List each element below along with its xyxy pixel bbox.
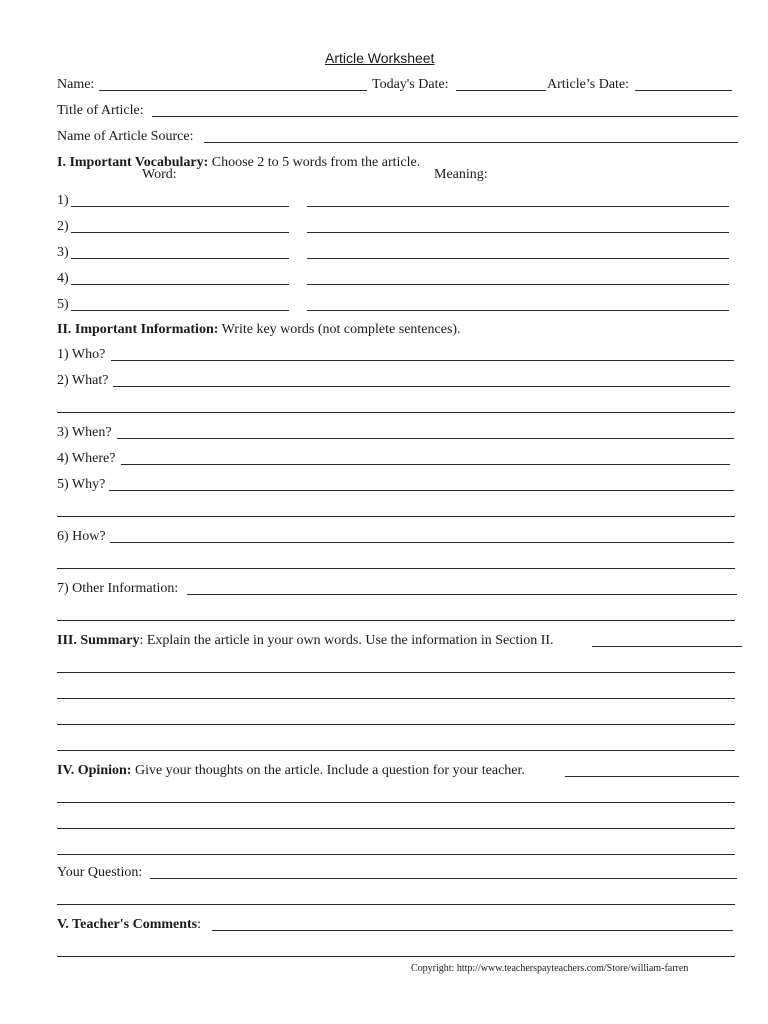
- question-who-label: 1) Who?: [57, 347, 106, 362]
- question-what-label: 2) What?: [57, 373, 109, 388]
- section2-header: [57, 322, 461, 338]
- vocab-word-field[interactable]: [71, 258, 289, 259]
- section3-instruction: : Explain the article in your own words. Use the information in Section II.: [139, 633, 554, 648]
- worksheet-title: Article Worksheet: [325, 50, 435, 66]
- vocab-meaning-field[interactable]: [307, 284, 729, 285]
- summary-field-line[interactable]: [57, 750, 735, 751]
- vocab-meaning-field[interactable]: [307, 258, 729, 259]
- vocab-item-number: 2): [57, 219, 69, 234]
- summary-field-line[interactable]: [57, 698, 735, 699]
- vocab-meaning-field[interactable]: [307, 206, 729, 207]
- vocab-item-number: 1): [57, 193, 69, 208]
- question-where-label: 4) Where?: [57, 451, 116, 466]
- question-when-label: 3) When?: [57, 425, 112, 440]
- vocab-word-field[interactable]: [71, 232, 289, 233]
- why-answer-field-extra[interactable]: [57, 516, 735, 517]
- other-info-field[interactable]: [187, 594, 737, 595]
- question-why-label: 5) Why?: [57, 477, 106, 492]
- summary-field[interactable]: [592, 646, 742, 647]
- meaning-column-label: Meaning:: [434, 167, 488, 182]
- article-source-label: Name of Article Source:: [57, 129, 194, 144]
- vocab-meaning-field[interactable]: [307, 310, 729, 311]
- teacher-comments-field[interactable]: [212, 930, 733, 931]
- todays-date-label: Today's Date:: [372, 77, 449, 92]
- who-answer-field[interactable]: [111, 360, 734, 361]
- section5-header: [57, 917, 201, 933]
- section4-heading: IV. Opinion:: [57, 763, 132, 778]
- opinion-field-line[interactable]: [57, 802, 735, 803]
- your-question-label: Your Question:: [57, 865, 143, 880]
- article-date-field[interactable]: [635, 90, 732, 91]
- todays-date-field[interactable]: [456, 90, 546, 91]
- other-info-field-extra[interactable]: [57, 620, 735, 621]
- what-answer-field-extra[interactable]: [57, 412, 735, 413]
- summary-field-line[interactable]: [57, 672, 735, 673]
- section1-instruction: Choose 2 to 5 words from the article.: [211, 155, 421, 170]
- section1-heading: I. Important Vocabulary:: [57, 155, 209, 170]
- word-column-label: Word:: [142, 167, 177, 182]
- teacher-comments-field-extra[interactable]: [57, 956, 735, 957]
- opinion-field-line[interactable]: [57, 828, 735, 829]
- vocab-word-field[interactable]: [71, 310, 289, 311]
- how-answer-field-extra[interactable]: [57, 568, 735, 569]
- question-how-label: 6) How?: [57, 529, 106, 544]
- article-source-field[interactable]: [204, 142, 738, 143]
- article-date-label: Article’s Date:: [547, 77, 630, 92]
- how-answer-field[interactable]: [110, 542, 734, 543]
- section1-header: [57, 155, 420, 171]
- vocab-item-number: 4): [57, 271, 69, 286]
- section4-header: [57, 763, 525, 779]
- section4-instruction: Give your thoughts on the article. Include a question for your teacher.: [134, 763, 525, 778]
- section5-colon: :: [197, 917, 202, 932]
- where-answer-field[interactable]: [121, 464, 730, 465]
- section3-header: [57, 633, 554, 649]
- name-field[interactable]: [99, 90, 367, 91]
- summary-field-line[interactable]: [57, 724, 735, 725]
- your-question-field[interactable]: [150, 878, 737, 879]
- vocab-meaning-field[interactable]: [307, 232, 729, 233]
- name-label: Name:: [57, 77, 95, 92]
- section3-heading: III. Summary: [57, 633, 140, 648]
- section2-instruction: Write key words (not complete sentences).: [221, 322, 461, 337]
- section2-heading: II. Important Information:: [57, 322, 219, 337]
- vocab-item-number: 3): [57, 245, 69, 260]
- copyright-notice: Copyright: http://www.teacherspayteachers.com/Store/william-farren: [411, 963, 689, 974]
- what-answer-field[interactable]: [113, 386, 730, 387]
- section5-heading: V. Teacher's Comments: [57, 917, 198, 932]
- article-title-field[interactable]: [152, 116, 738, 117]
- opinion-field-line[interactable]: [57, 854, 735, 855]
- vocab-item-number: 5): [57, 297, 69, 312]
- vocab-word-field[interactable]: [71, 284, 289, 285]
- why-answer-field[interactable]: [109, 490, 734, 491]
- vocab-word-field[interactable]: [71, 206, 289, 207]
- when-answer-field[interactable]: [117, 438, 734, 439]
- article-title-label: Title of Article:: [57, 103, 144, 118]
- question-other-label: 7) Other Information:: [57, 581, 179, 596]
- your-question-field-extra[interactable]: [57, 904, 735, 905]
- opinion-field[interactable]: [565, 776, 739, 777]
